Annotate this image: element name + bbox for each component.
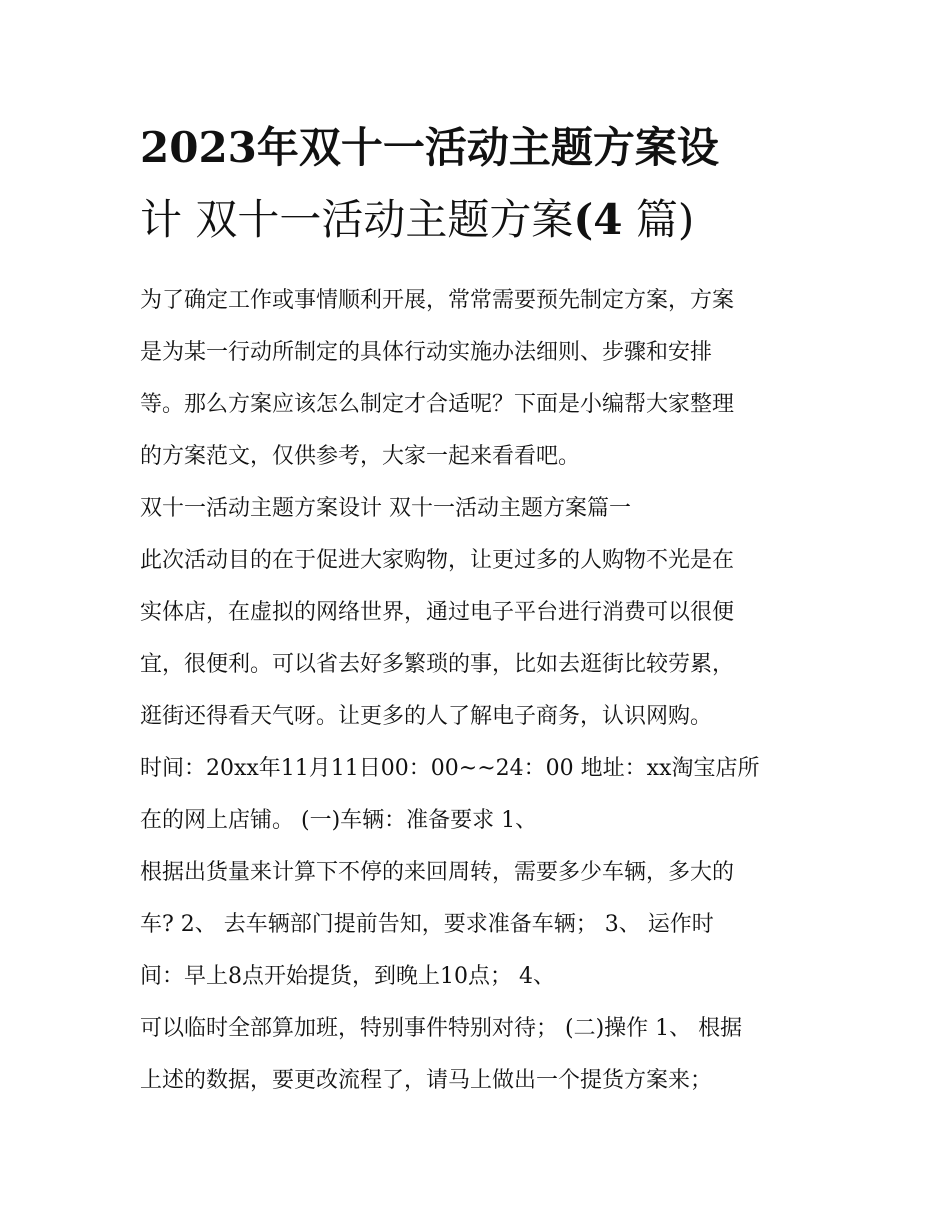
body-line: 实体店，在虚拟的网络世界，通过电子平台进行消费可以很便 <box>140 600 735 625</box>
body-line: 车? 2、 去车辆部门提前告知，要求准备车辆； 3、 运作时 <box>140 912 714 937</box>
body-line: 为了确定工作或事情顺利开展，常常需要预先制定方案，方案 <box>140 288 735 313</box>
body-line: 逛街还得看天气呀。让更多的人了解电子商务，认识网购。 <box>140 704 713 729</box>
document-body <box>140 275 820 1107</box>
title-line-1: 2023年双十一活动主题方案设 <box>140 123 719 172</box>
document-title <box>140 112 820 256</box>
body-line: 在的网上店铺。 (一)车辆：准备要求 1、 <box>140 808 538 833</box>
title-line-2 <box>140 195 694 244</box>
body-line: 等。那么方案应该怎么制定才合适呢？下面是小编帮大家整理 <box>140 392 735 417</box>
title-line-2-count: (4 <box>573 195 623 244</box>
body-line: 可以临时全部算加班，特别事件特别对待； (二)操作 1、 根据 <box>140 1016 743 1041</box>
body-line: 此次活动目的在于促进大家购物，让更过多的人购物不光是在 <box>140 548 735 573</box>
body-line: 宜，很便利。可以省去好多繁琐的事，比如去逛街比较劳累， <box>140 652 735 677</box>
body-line: 的方案范文，仅供参考，大家一起来看看吧。 <box>140 444 581 469</box>
title-line-2-text: 计 双十一活动主题方案 <box>140 195 574 244</box>
body-line: 根据出货量来计算下不停的来回周转，需要多少车辆，多大的 <box>140 860 735 885</box>
body-line: 时间：20xx年11月11日00：00~~24：00 地址：xx淘宝店所 <box>140 756 760 781</box>
body-line: 间：早上8点开始提货，到晚上10点； 4、 <box>140 964 555 989</box>
body-line: 是为某一行动所制定的具体行动实施办法细则、步骤和安排 <box>140 340 713 365</box>
title-line-2-suffix: 篇) <box>622 195 695 244</box>
section-heading: 双十一活动主题方案设计 双十一活动主题方案篇一 <box>140 496 631 521</box>
body-line: 上述的数据，要更改流程了，请马上做出一个提货方案来； <box>140 1068 713 1093</box>
